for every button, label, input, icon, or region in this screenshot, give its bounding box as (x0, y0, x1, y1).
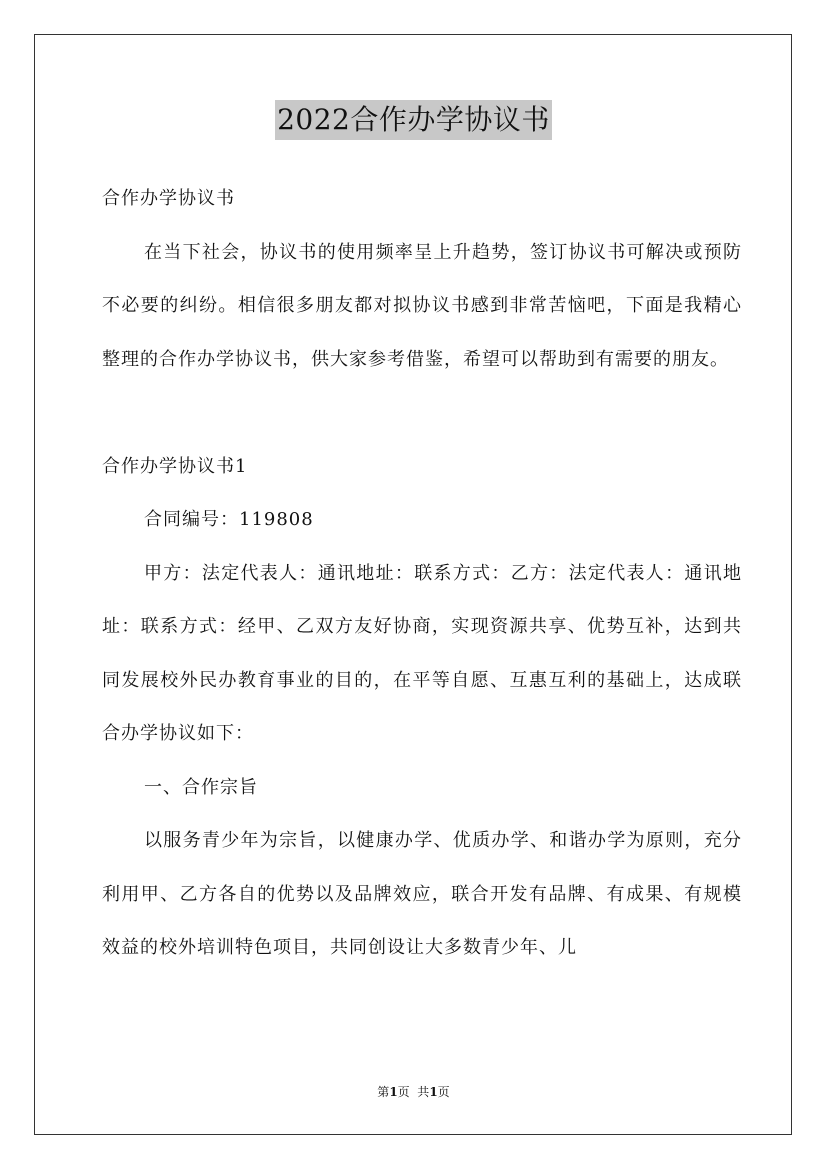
title-container (0, 100, 827, 140)
clause-heading: 一、合作宗旨 (144, 776, 258, 798)
agreement-heading: 合作办学协议书1 (102, 455, 248, 477)
page-total: 1 (429, 1085, 438, 1099)
page-number: 1 (389, 1085, 398, 1099)
intro-paragraph: 在当下社会，协议书的使用频率呈上升趋势，签订协议书可解决或预防不必要的纠纷。相信很多朋友都对拟协议书感到非常苦恼吧，下面是我精心整理的合作办学协议书，供大家参考借鉴，希望可以帮助到有需要的朋友。 (102, 241, 742, 370)
page-label-pre: 第 (377, 1085, 390, 1099)
page-footer (0, 1083, 827, 1101)
document-title: 2022合作办学协议书 (275, 100, 552, 140)
page-label-post: 页 (437, 1085, 450, 1099)
document-body (102, 172, 742, 975)
contract-number: 合同编号：119808 (144, 509, 314, 530)
parties-paragraph: 甲方：法定代表人：通讯地址：联系方式：乙方：法定代表人：通讯地址：联系方式：经甲、乙双方友好协商，实现资源共享、优势互补，达到共同发展校外民办教育事业的目的，在平等自愿、互惠互利的基础上，达成联合办学协议如下： (102, 562, 742, 744)
blank-line (102, 386, 742, 440)
page-label-mid: 页 共 (397, 1085, 430, 1099)
purpose-paragraph: 以服务青少年为宗旨，以健康办学、优质办学、和谐办学为原则，充分利用甲、乙方各自的优势以及品牌效应，联合开发有品牌、有成果、有规模效益的校外培训特色项目，共同创设让大多数青少年、儿 (102, 830, 742, 958)
section-heading: 合作办学协议书 (102, 188, 235, 209)
